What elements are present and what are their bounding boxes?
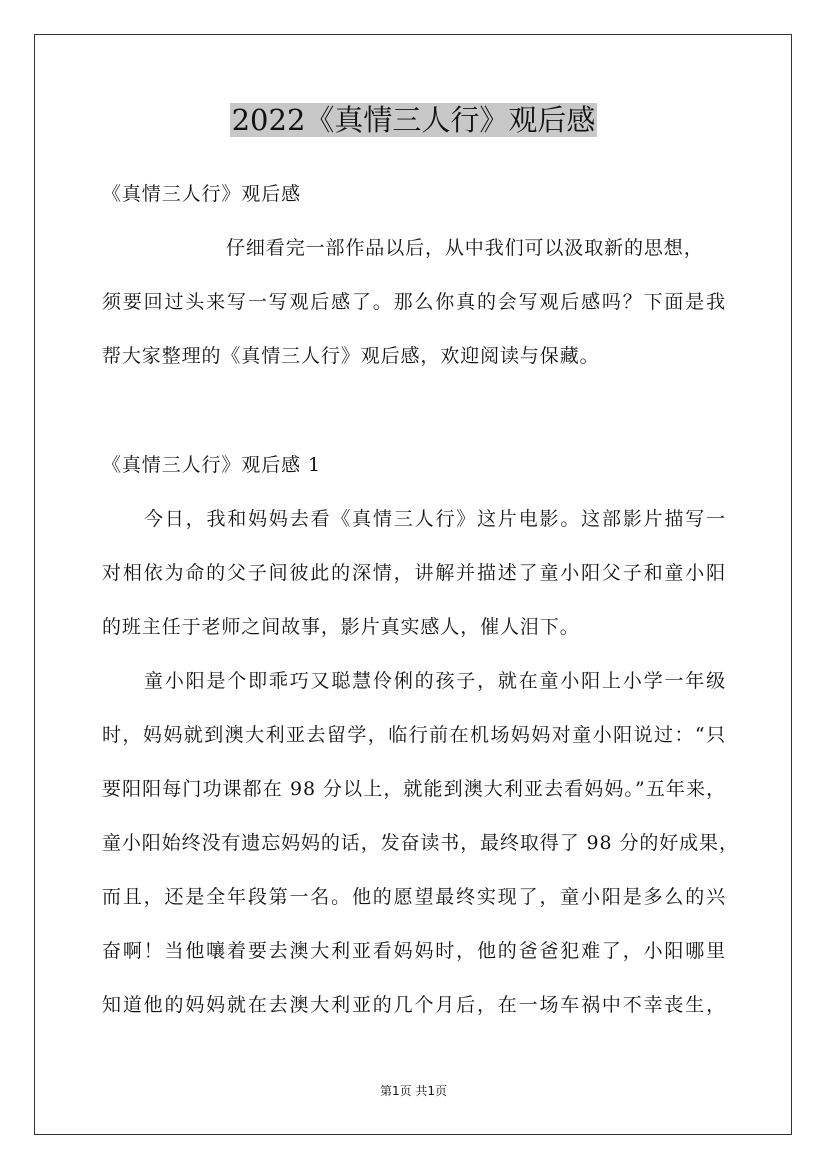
body-line-6: 要阳阳每门功课都在 98 分以上，就能到澳大利亚去看妈妈。”五年来， xyxy=(102,778,726,800)
body-line-5: 时，妈妈就到澳大利亚去留学，临行前在机场妈妈对童小阳说过：“只 xyxy=(102,724,726,746)
section-heading: 《真情三人行》观后感 1 xyxy=(102,454,321,476)
body-line-8: 而且，还是全年段第一名。他的愿望最终实现了，童小阳是多么的兴 xyxy=(102,886,726,908)
document-title: 2022《真情三人行》观后感 xyxy=(231,103,596,137)
body-line-2: 对相依为命的父子间彼此的深情，讲解并描述了童小阳父子和童小阳 xyxy=(102,562,726,584)
subtitle: 《真情三人行》观后感 xyxy=(102,183,302,205)
intro-line-2: 须要回过头来写一写观后感了。那么你真的会写观后感吗？下面是我 xyxy=(102,291,726,313)
body-line-7: 童小阳始终没有遗忘妈妈的话，发奋读书，最终取得了 98 分的好成果， xyxy=(102,832,739,854)
intro-line-3: 帮大家整理的《真情三人行》观后感，欢迎阅读与保藏。 xyxy=(102,345,600,367)
page-footer: 第1页 共1页 xyxy=(379,1084,448,1098)
body-line-3: 的班主任于老师之间故事，影片真实感人，催人泪下。 xyxy=(102,616,580,638)
intro-line-1: 仔细看完一部作品以后，从中我们可以汲取新的思想， xyxy=(226,237,704,259)
body-line-10: 知道他的妈妈就在去澳大利亚的几个月后，在一场车祸中不幸丧生， xyxy=(102,994,726,1016)
body-line-9: 奋啊！当他嚷着要去澳大利亚看妈妈时，他的爸爸犯难了，小阳哪里 xyxy=(102,940,726,962)
body-line-1: 今日，我和妈妈去看《真情三人行》这片电影。这部影片描写一 xyxy=(144,508,726,530)
body-line-4: 童小阳是个即乖巧又聪慧伶俐的孩子，就在童小阳上小学一年级 xyxy=(144,670,726,692)
